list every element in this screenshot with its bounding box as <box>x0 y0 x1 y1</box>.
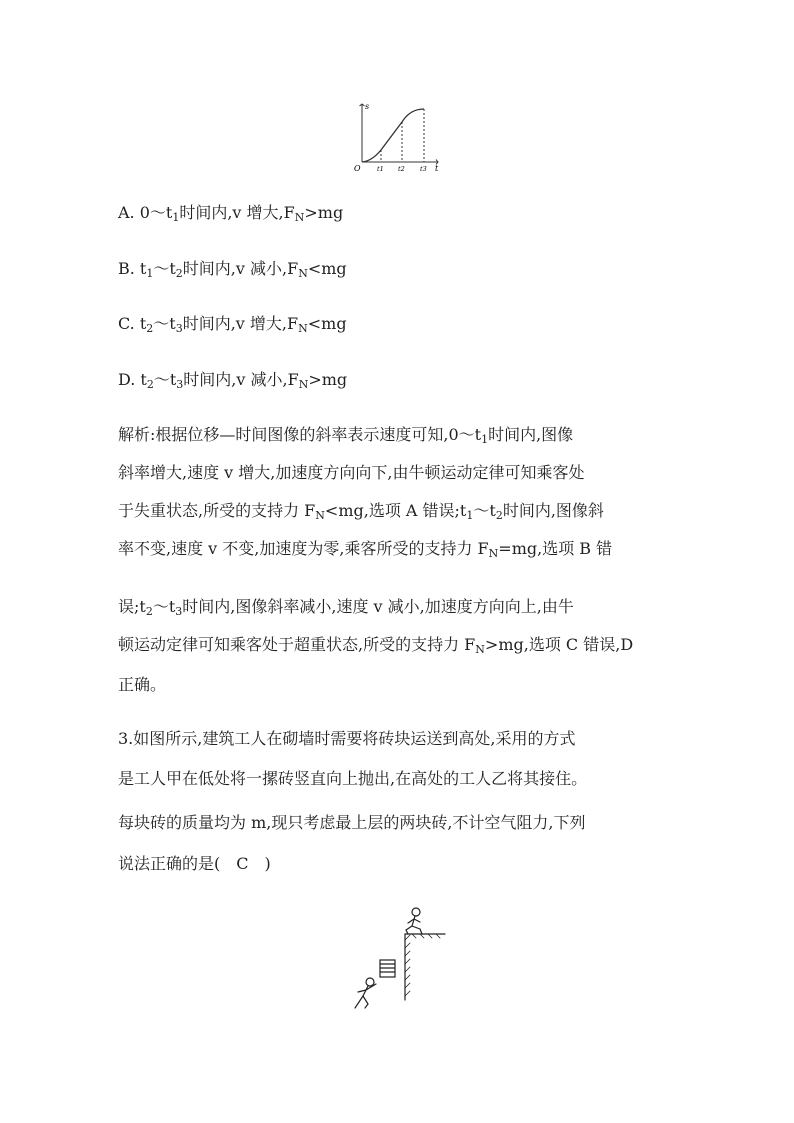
t-axis-label: t <box>435 164 439 172</box>
displacement-time-graph <box>350 100 442 172</box>
analysis-line-5: 误$;t_2\sim t_3$时间内,图像斜率减小,速度 v 减小,加速度方向向上,由牛 <box>118 597 574 618</box>
s-t-curve <box>362 109 424 162</box>
question3-line-3: 每块砖的质量均为 m,现只考虑最上层的两块砖,不计空气阻力,下列 <box>118 813 586 832</box>
tick-t2: t2 <box>398 165 405 172</box>
option-d: D. $t_2\sim t_3$时间内,v 减小$,F_N>mg$ <box>118 370 348 391</box>
tick-t3: t3 <box>420 165 427 172</box>
analysis-line-7: 正确。 <box>118 675 167 694</box>
analysis-line-4: 率不变,速度 v 不变,加速度为零,乘客所受的支持力 $F_N=mg$,选项 B 错 <box>118 539 613 560</box>
question3-line-2: 是工人甲在低处将一摞砖竖直向上抛出,在高处的工人乙将其接住。 <box>118 769 588 788</box>
option-c: C. $t_2\sim t_3$时间内,v 增大$,F_N<mg$ <box>118 314 347 335</box>
worker-b <box>406 908 422 934</box>
analysis-line-6: 顿运动定律可知乘客处于超重状态,所受的支持力 $F_N>mg$,选项 C 错误,D <box>118 635 634 656</box>
tick-t1: t1 <box>377 165 384 172</box>
analysis-line-3: 于失重状态,所受的支持力 $F_N<mg$,选项 A 错误$;t_1\sim t_2$时间内,图像斜 <box>118 501 604 522</box>
question3-line-1: 3.如图所示,建筑工人在砌墙时需要将砖块运送到高处,采用的方式 <box>118 729 576 748</box>
worker-a <box>355 978 376 1008</box>
origin-label: O <box>354 164 361 172</box>
brick-throwing-figure <box>350 900 450 1015</box>
wall-hatching <box>405 934 440 996</box>
s-axis-label: s <box>365 102 370 111</box>
analysis-line-2: 斜率增大,速度 v 增大,加速度方向向下,由牛顿运动定律可知乘客处 <box>118 463 585 482</box>
brick-stack <box>380 960 395 977</box>
analysis-line-1: 解析:根据位移—时间图像的斜率表示速度可知$,0\sim t_1$时间内,图像 <box>118 425 574 446</box>
option-b: B. $t_1\sim t_2$时间内,v 减小$,F_N<mg$ <box>118 259 347 280</box>
question3-line-4: 说法正确的是( C ) <box>118 854 271 873</box>
option-a: A. $0\sim t_1$时间内,v 增大$,F_N>mg$ <box>118 203 344 224</box>
